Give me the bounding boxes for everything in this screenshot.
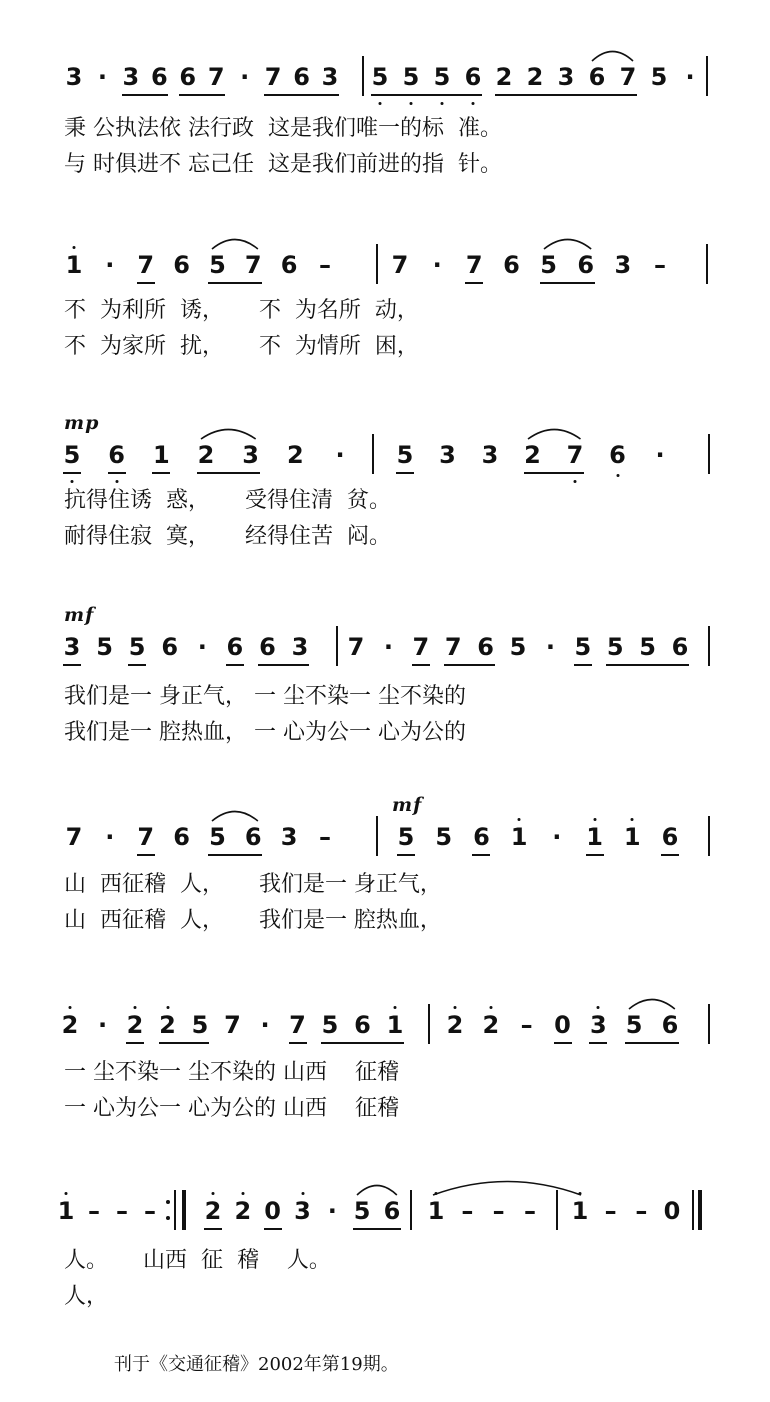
octave-dot-high xyxy=(166,1006,169,1009)
barline xyxy=(372,434,374,474)
lyric-line: 不 为家所 扰， 不 为情所 困， xyxy=(64,334,419,359)
note-glyph: · xyxy=(545,633,555,661)
note-glyph: – xyxy=(319,823,331,851)
note-glyph: 2 xyxy=(495,63,513,91)
note-glyph: 7 xyxy=(444,633,462,661)
note-glyph: 6 xyxy=(503,251,520,279)
note-glyph: · xyxy=(552,823,562,851)
octave-dot-high xyxy=(301,1192,304,1195)
slur-arc xyxy=(356,1180,398,1196)
note-glyph: · xyxy=(105,251,115,279)
lyric-line: 秉 公执法依 法行政 这是我们唯一的标 准。 xyxy=(64,116,502,141)
beam-underline xyxy=(258,664,309,666)
barline xyxy=(708,816,710,856)
slur-arc xyxy=(211,234,259,250)
note-glyph: 3 xyxy=(280,823,298,851)
note-glyph: 1 xyxy=(571,1197,589,1225)
note-glyph: 2 xyxy=(482,1011,500,1039)
beam-underline xyxy=(554,1042,572,1044)
note-glyph: 6 xyxy=(293,63,310,91)
note-glyph: 3 xyxy=(122,63,140,91)
repeat-barline xyxy=(182,1190,186,1230)
octave-dot-low xyxy=(71,480,74,483)
beam-underline xyxy=(574,664,592,666)
note-glyph: 5 xyxy=(540,251,557,279)
note-glyph: 5 xyxy=(209,823,226,851)
note-glyph: · xyxy=(240,63,250,91)
octave-dot-high xyxy=(241,1192,244,1195)
note-glyph: · xyxy=(97,63,107,91)
octave-dot-low xyxy=(410,102,413,105)
note-glyph: 7 xyxy=(244,251,262,279)
note-glyph: 6 xyxy=(383,1197,401,1225)
note-glyph: · xyxy=(197,633,207,661)
note-glyph: · xyxy=(383,633,393,661)
barline xyxy=(708,1004,710,1044)
note-glyph: 7 xyxy=(224,1011,241,1039)
note-glyph: 0 xyxy=(663,1197,681,1225)
note-glyph: 3 xyxy=(589,1011,607,1039)
note-glyph: – xyxy=(492,1197,505,1225)
note-glyph: 2 xyxy=(197,441,215,469)
note-glyph: 6 xyxy=(280,251,298,279)
repeat-dot xyxy=(166,1200,170,1204)
note-glyph: 6 xyxy=(588,63,606,91)
octave-dot-low xyxy=(441,102,444,105)
note-glyph: 6 xyxy=(473,823,490,851)
beam-underline xyxy=(264,94,339,96)
barline xyxy=(376,816,378,856)
beam-underline xyxy=(495,94,637,96)
beam-underline xyxy=(63,472,81,474)
note-glyph: 5 xyxy=(353,1197,371,1225)
beam-underline xyxy=(226,664,244,666)
note-glyph: 2 xyxy=(61,1011,79,1039)
note-glyph: 6 xyxy=(179,63,197,91)
note-glyph: 5 xyxy=(396,441,414,469)
barline xyxy=(174,1190,176,1230)
note-glyph: 6 xyxy=(661,1011,679,1039)
note-glyph: 2 xyxy=(234,1197,252,1225)
barline xyxy=(708,626,710,666)
dynamic-marking: mp xyxy=(64,412,100,434)
slur-arc xyxy=(543,234,592,250)
octave-dot-high xyxy=(134,1006,137,1009)
note-glyph: 5 xyxy=(509,633,527,661)
note-glyph: 7 xyxy=(412,633,430,661)
slur-arc xyxy=(628,994,676,1010)
note-glyph: 2 xyxy=(204,1197,222,1225)
note-glyph: – xyxy=(116,1197,128,1225)
note-glyph: 5 xyxy=(96,633,113,661)
note-glyph: 7 xyxy=(289,1011,306,1039)
slur-arc xyxy=(527,424,582,440)
publication-credit: 刊于《交通征稽》2002年第19期。 xyxy=(114,1354,399,1375)
note-glyph: · xyxy=(432,251,442,279)
beam-underline xyxy=(208,282,262,284)
note-glyph: 5 xyxy=(433,63,451,91)
note-glyph: 5 xyxy=(606,633,624,661)
note-glyph: 7 xyxy=(264,63,282,91)
octave-dot-high xyxy=(518,818,521,821)
beam-underline xyxy=(197,472,260,474)
note-glyph: – xyxy=(144,1197,156,1225)
octave-dot-high xyxy=(454,1006,457,1009)
final-barline xyxy=(698,1190,702,1230)
barline xyxy=(410,1190,412,1230)
note-glyph: 1 xyxy=(386,1011,404,1039)
beam-underline xyxy=(159,1042,210,1044)
note-glyph: 3 xyxy=(294,1197,311,1225)
lyric-line: 与 时俱进不 忘己任 这是我们前进的指 针。 xyxy=(64,152,502,177)
note-glyph: – xyxy=(524,1197,536,1225)
note-glyph: 6 xyxy=(354,1011,371,1039)
note-glyph: 1 xyxy=(510,823,528,851)
lyric-line: 我们是一 身正气， 一 尘不染一 尘不染的 xyxy=(64,684,466,709)
beam-underline xyxy=(204,1228,222,1230)
lyric-line: 人， xyxy=(64,1284,109,1309)
note-glyph: 7 xyxy=(619,63,637,91)
note-glyph: 1 xyxy=(427,1197,445,1225)
note-glyph: 2 xyxy=(159,1011,176,1039)
note-glyph: 3 xyxy=(65,63,83,91)
note-glyph: 5 xyxy=(209,251,226,279)
note-glyph: 6 xyxy=(150,63,168,91)
note-glyph: – xyxy=(461,1197,474,1225)
beam-underline xyxy=(444,664,494,666)
note-glyph: · xyxy=(655,441,665,469)
barline xyxy=(336,626,338,666)
beam-underline xyxy=(371,94,482,96)
tie-arc xyxy=(432,1174,582,1196)
barline xyxy=(376,244,378,284)
beam-underline xyxy=(625,1042,679,1044)
note-glyph: 3 xyxy=(291,633,309,661)
slur-arc xyxy=(591,46,634,62)
note-glyph: 7 xyxy=(137,823,155,851)
note-glyph: 3 xyxy=(321,63,339,91)
barline xyxy=(706,244,708,284)
octave-dot-low xyxy=(115,480,118,483)
note-glyph: 1 xyxy=(586,823,603,851)
barline xyxy=(428,1004,430,1044)
lyric-line: 我们是一 腔热血， 一 心为公一 心为公的 xyxy=(64,720,466,745)
notes-row xyxy=(0,632,770,692)
note-glyph: 5 xyxy=(371,63,389,91)
note-glyph: 5 xyxy=(639,633,656,661)
note-glyph: 3 xyxy=(439,441,456,469)
octave-dot-low xyxy=(574,480,577,483)
note-glyph: 2 xyxy=(526,63,544,91)
note-glyph: · xyxy=(327,1197,337,1225)
beam-underline xyxy=(122,94,168,96)
note-glyph: – xyxy=(635,1197,648,1225)
note-glyph: 2 xyxy=(446,1011,464,1039)
note-glyph: 7 xyxy=(65,823,83,851)
beam-underline xyxy=(396,472,414,474)
barline xyxy=(556,1190,558,1230)
note-glyph: 1 xyxy=(152,441,170,469)
note-glyph: · xyxy=(685,63,695,91)
note-glyph: 6 xyxy=(226,633,244,661)
note-glyph: 5 xyxy=(128,633,146,661)
dynamic-marking: mf xyxy=(64,604,95,626)
note-glyph: 5 xyxy=(321,1011,339,1039)
octave-dot-high xyxy=(597,1006,600,1009)
beam-underline xyxy=(639,664,689,666)
beam-underline xyxy=(137,854,155,856)
note-glyph: 1 xyxy=(57,1197,75,1225)
barline xyxy=(708,434,710,474)
note-glyph: 5 xyxy=(402,63,420,91)
note-glyph: 6 xyxy=(244,823,262,851)
lyric-line: 不 为利所 诱， 不 为名所 动， xyxy=(64,298,419,323)
note-glyph: · xyxy=(105,823,115,851)
note-glyph: · xyxy=(97,1011,108,1039)
note-glyph: 3 xyxy=(481,441,499,469)
lyric-line: 耐得住寂 寞， 经得住苦 闷。 xyxy=(64,524,391,549)
note-glyph: 6 xyxy=(477,633,494,661)
note-glyph: 2 xyxy=(286,441,304,469)
beam-underline xyxy=(465,282,483,284)
lyric-line: 一 心为公一 心为公的 山西 征稽 xyxy=(64,1096,399,1121)
note-glyph: 3 xyxy=(614,251,632,279)
note-glyph: 6 xyxy=(671,633,689,661)
note-glyph: 5 xyxy=(625,1011,643,1039)
note-glyph: 6 xyxy=(161,633,179,661)
octave-dot-high xyxy=(489,1006,492,1009)
octave-dot-low xyxy=(616,474,619,477)
note-glyph: · xyxy=(260,1011,270,1039)
notes-row xyxy=(0,1196,770,1256)
note-glyph: 6 xyxy=(464,63,482,91)
note-glyph: 7 xyxy=(566,441,584,469)
lyric-line: 抗得住诱 惑， 受得住清 贫。 xyxy=(64,488,391,513)
note-glyph: 1 xyxy=(623,823,641,851)
beam-underline xyxy=(264,1228,282,1230)
octave-dot-high xyxy=(212,1192,215,1195)
beam-underline xyxy=(137,282,155,284)
note-glyph: – xyxy=(319,251,331,279)
note-glyph: 5 xyxy=(397,823,415,851)
note-glyph: – xyxy=(88,1197,100,1225)
note-glyph: 1 xyxy=(65,251,83,279)
beam-underline xyxy=(321,1042,404,1044)
note-glyph: 6 xyxy=(108,441,126,469)
note-glyph: 2 xyxy=(524,441,541,469)
octave-dot-high xyxy=(593,818,596,821)
note-glyph: 3 xyxy=(242,441,260,469)
beam-underline xyxy=(126,1042,144,1044)
note-glyph: 5 xyxy=(574,633,592,661)
note-glyph: 0 xyxy=(554,1011,571,1039)
note-glyph: – xyxy=(654,251,666,279)
barline xyxy=(692,1190,694,1230)
octave-dot-high xyxy=(73,246,76,249)
note-glyph: 5 xyxy=(63,441,81,469)
beam-underline xyxy=(179,94,225,96)
lyric-line: 人。 山西 征 稽 人。 xyxy=(64,1248,331,1273)
octave-dot-high xyxy=(631,818,634,821)
note-glyph: 7 xyxy=(347,633,365,661)
octave-dot-low xyxy=(379,102,382,105)
beam-underline xyxy=(661,854,679,856)
slur-arc xyxy=(211,806,259,822)
slur-arc xyxy=(200,424,257,440)
note-glyph: 5 xyxy=(191,1011,209,1039)
note-glyph: 6 xyxy=(609,441,626,469)
barline xyxy=(706,56,708,96)
octave-dot-high xyxy=(394,1006,397,1009)
octave-dot-high xyxy=(65,1192,68,1195)
note-glyph: 7 xyxy=(465,251,483,279)
lyric-line: 一 尘不染一 尘不染的 山西 征稽 xyxy=(64,1060,399,1085)
note-glyph: 6 xyxy=(173,251,190,279)
beam-underline xyxy=(152,472,170,474)
beam-underline xyxy=(472,854,490,856)
beam-underline xyxy=(586,854,604,856)
lyric-line: 山 西征稽 人， 我们是一 身正气， xyxy=(64,872,442,897)
note-glyph: 5 xyxy=(650,63,668,91)
octave-dot-high xyxy=(69,1006,72,1009)
notes-row xyxy=(0,62,770,122)
beam-underline xyxy=(589,1042,607,1044)
note-glyph: 7 xyxy=(137,251,155,279)
dynamic-marking: mf xyxy=(392,794,423,816)
beam-underline xyxy=(412,664,430,666)
beam-underline xyxy=(289,1042,307,1044)
beam-underline xyxy=(353,1228,401,1230)
beam-underline xyxy=(128,664,146,666)
beam-underline xyxy=(397,854,415,856)
barline xyxy=(362,56,364,96)
note-glyph: 3 xyxy=(557,63,575,91)
note-glyph: 6 xyxy=(259,633,276,661)
note-glyph: – xyxy=(604,1197,617,1225)
beam-underline xyxy=(524,472,585,474)
note-glyph: 3 xyxy=(63,633,81,661)
note-glyph: · xyxy=(335,441,345,469)
note-glyph: 6 xyxy=(173,823,190,851)
beam-underline xyxy=(63,664,81,666)
note-glyph: 0 xyxy=(264,1197,282,1225)
beam-underline xyxy=(208,854,262,856)
note-glyph: 7 xyxy=(207,63,225,91)
repeat-dot xyxy=(166,1216,170,1220)
lyric-line: 山 西征稽 人， 我们是一 腔热血， xyxy=(64,908,442,933)
beam-underline xyxy=(108,472,126,474)
note-glyph: 5 xyxy=(435,823,453,851)
note-glyph: 6 xyxy=(577,251,595,279)
beam-underline xyxy=(540,282,595,284)
note-glyph: 7 xyxy=(391,251,409,279)
note-glyph: 2 xyxy=(126,1011,144,1039)
note-glyph: 6 xyxy=(661,823,679,851)
note-glyph: – xyxy=(520,1011,533,1039)
octave-dot-low xyxy=(472,102,475,105)
